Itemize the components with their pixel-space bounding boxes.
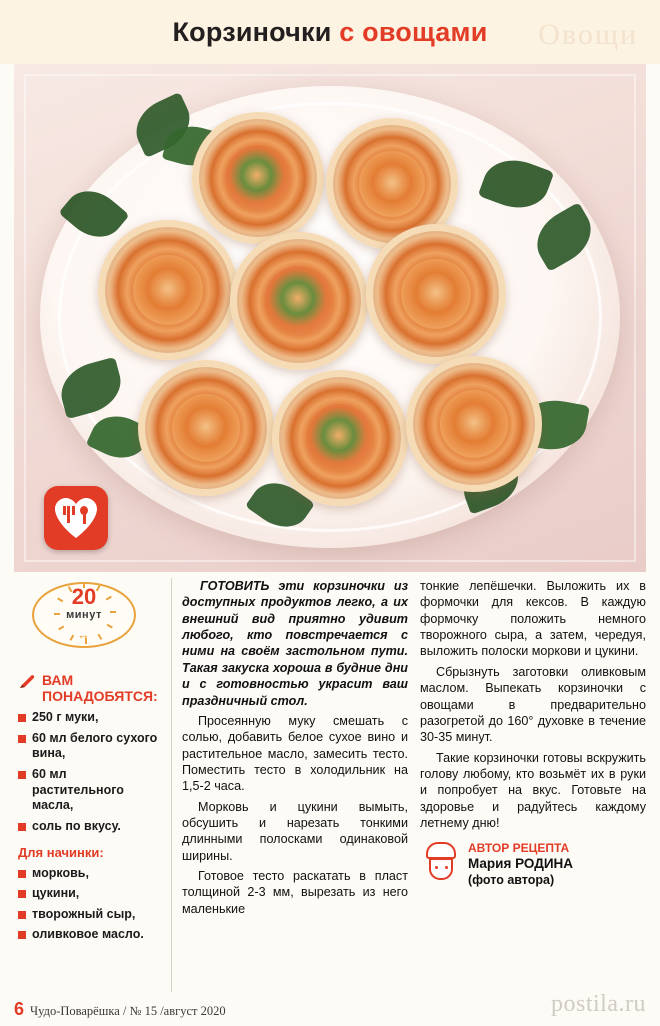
ingredients-heading-line2: ПОНАДОБЯТСЯ: xyxy=(42,688,158,705)
vegetable-tart xyxy=(192,112,324,244)
author-details xyxy=(468,841,573,888)
list-item: творожный сыр, xyxy=(18,907,161,923)
heart-cutlery-logo xyxy=(44,486,108,550)
cooking-time-value: 20 xyxy=(71,584,97,609)
vegetable-tart xyxy=(98,220,238,360)
list-item: морковь, xyxy=(18,866,161,882)
text-column-2 xyxy=(420,578,646,992)
vegetable-tart xyxy=(272,370,408,506)
cutlery-icon xyxy=(63,506,89,526)
filling-heading: Для начинки: xyxy=(18,844,104,860)
paragraph: Готовое тесто раскатать в пласт толщиной 2-3 мм, вырезать из него маленькие xyxy=(182,869,408,916)
recipe-author xyxy=(420,841,646,888)
watermark: postila.ru xyxy=(551,991,646,1017)
paragraph: ГОТОВИТЬ эти корзиночки из доступных продуктов легко, а их внешний вид приятно удивит любого, кто повстречается с ними на своём застольном пути. Такая закуска хороша в будние дни и с готовностью украсит ваш праздничный стол. xyxy=(182,579,408,708)
pencil-icon xyxy=(18,673,36,691)
chef-icon xyxy=(420,842,462,888)
issue-info: Чудо-Поварёшка / № 15 /август 2020 xyxy=(30,1004,226,1018)
list-item: цукини, xyxy=(18,886,161,902)
list-item: 250 г муки, xyxy=(18,710,161,726)
page-title xyxy=(173,17,488,48)
vegetable-tart xyxy=(138,360,274,496)
page-footer xyxy=(14,999,226,1020)
list-item: 60 мл растительного масла, xyxy=(18,767,161,814)
paragraph: Просеянную муку смешать с солью, добавить белое сухое вино и растительное масло, замесить тесто. Поместить тесто в холодильник на 1,5-2 часа. xyxy=(182,713,408,794)
article-body xyxy=(14,578,646,992)
cooking-time-badge xyxy=(18,580,150,656)
author-title: АВТОР РЕЦЕПТА xyxy=(468,841,570,856)
ingredients-heading-text xyxy=(42,672,158,704)
paragraph: Сбрызнуть заготовки оливковым маслом. Выпекать корзиночки с овощами в предварительно разогретой до 160° духовке в течение 30-35 минут. xyxy=(420,664,646,745)
recipe-text-columns xyxy=(171,578,646,992)
cooking-time-unit: минут xyxy=(66,609,102,621)
filling-list xyxy=(18,866,161,944)
list-item: соль по вкусу. xyxy=(18,819,161,835)
list-item: 60 мл белого сухого вина, xyxy=(18,731,161,762)
paragraph: Такие корзиночки готовы вскружить голову любому, кто возьмёт их в руки и попробует на вкус. Готовьте на здоровье и радуйтесь каждому летнему дню! xyxy=(420,750,646,831)
paragraph: Морковь и цукини вымыть, обсушить и нарезать тонкими длинными полосками одинаковой ширины. xyxy=(182,799,408,863)
text-column-1 xyxy=(182,578,408,992)
list-item: оливковое масло. xyxy=(18,927,161,943)
timer-arrow-icon: ↔ xyxy=(77,627,91,642)
paragraph: тонкие лепёшечки. Выложить их в формочки для кексов. В каждую формочку положить немного творожного сыра, а затем, чередуя, выложить полоски моркови и цукини. xyxy=(420,579,646,659)
vegetable-tart xyxy=(366,224,506,364)
vegetable-tart xyxy=(406,356,542,492)
ghost-decoration-text: Овощи xyxy=(538,18,638,51)
page-header xyxy=(0,0,660,64)
page-title-part2: с овощами xyxy=(339,16,488,47)
ingredients-list xyxy=(18,710,161,834)
author-name: Мария РОДИНА xyxy=(468,855,574,871)
ingredients-heading-line1: ВАМ xyxy=(42,672,74,688)
ingredients-sidebar xyxy=(14,578,161,992)
author-photo-credit: (фото автора) xyxy=(468,872,555,887)
page-title-part1: Корзиночки xyxy=(172,16,340,47)
recipe-photo xyxy=(14,64,646,572)
ingredients-heading xyxy=(18,672,161,704)
page-number: 6 xyxy=(14,999,25,1019)
vegetable-tart xyxy=(230,232,368,370)
